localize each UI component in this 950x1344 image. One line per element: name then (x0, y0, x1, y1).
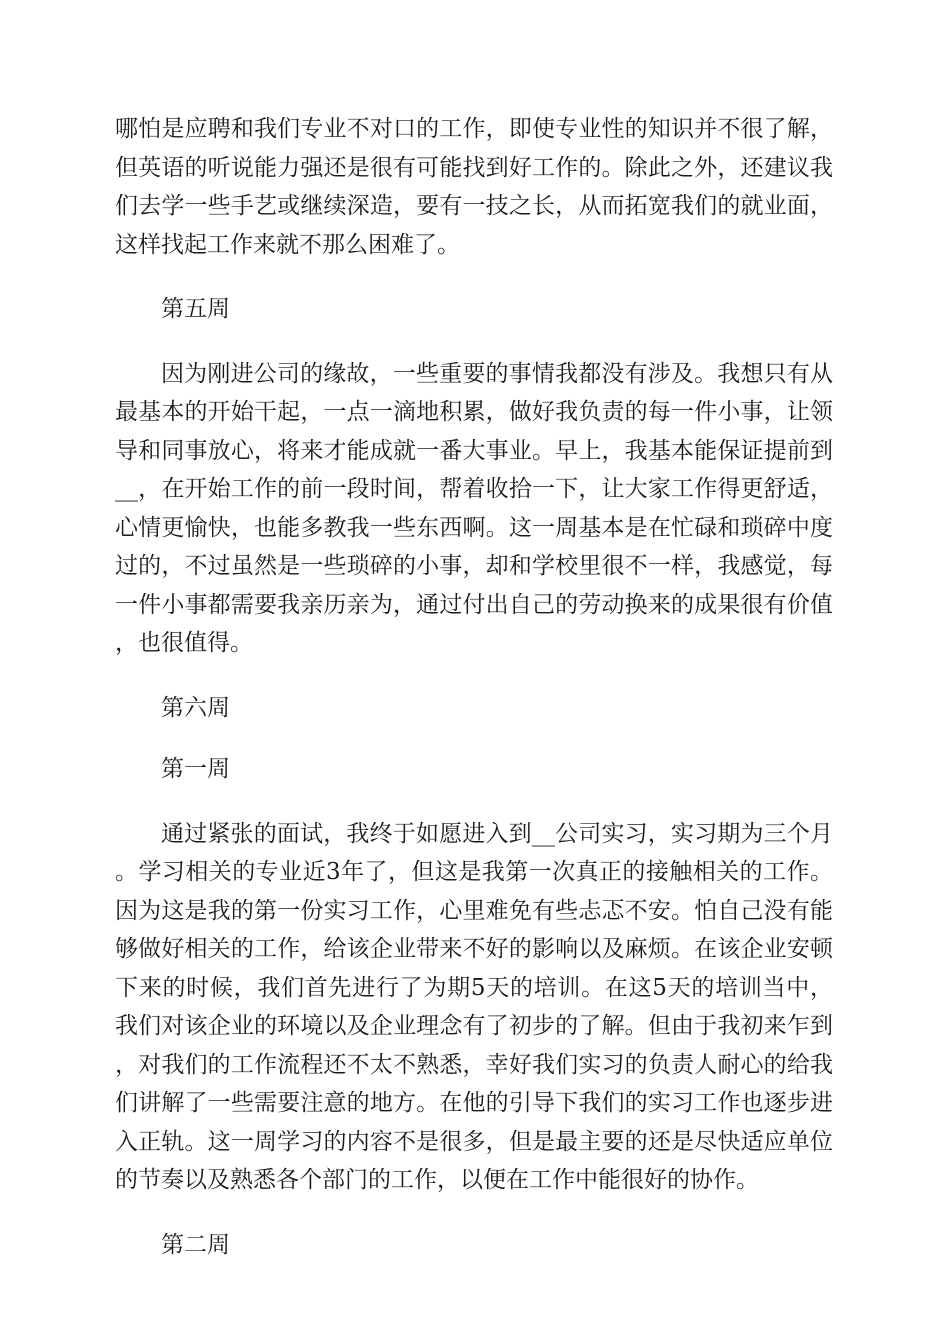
heading-week-six: 第六周 (161, 694, 230, 721)
paragraph-week-one: 通过紧张的面试，我终于如愿进入到__公司实习，实习期为三个月。学习相关的专业近3年了，但这是我第一次真正的接触相关的工作。因为这是我的第一份实习工作，心里难免有些忐忑不安。怕自己没有能够做好相关的工作，给该企业带来不好的影响以及麻烦。在该企业安顿下来的时候，我们首先进行了为期5天的培训。在这5天的培训当中，我们对该企业的环境以及企业理念有了初步的了解。但由于我初来乍到，对我们的工作流程还不太不熟悉，幸好我们实习的负责人耐心的给我们讲解了一些需要注意的地方。在他的引导下我们的实习工作也逐步进入正轨。这一周学习的内容不是很多，但是最主要的还是尽快适应单位的节奏以及熟悉各个部门的工作，以便在工作中能很好的协作。 (115, 820, 833, 1193)
document-page (115, 110, 833, 1290)
heading-week-one: 第一周 (161, 756, 230, 782)
heading-week-two: 第二周 (161, 1231, 230, 1258)
paragraph-continued: 哪怕是应聘和我们专业不对口的工作，即使专业性的知识并不很了解，但英语的听说能力强还是很有可能找到好工作的。除此之外，还建议我们去学一些手艺或继续深造，要有一技之长，从而拓宽我们的就业面，这样找起工作来就不那么困难了。 (115, 116, 833, 258)
heading-week-five: 第五周 (161, 296, 230, 322)
paragraph-week-five: 因为刚进公司的缘故，一些重要的事情我都没有涉及。我想只有从最基本的开始干起，一点一滴地积累，做好我负责的每一件小事，让领导和同事放心，将来才能成就一番大事业。早上，我基本能保证提前到__，在开始工作的前一段时间，帮着收拾一下，让大家工作得更舒适，心情更愉快，也能多教我一些东西啊。这一周基本是在忙碌和琐碎中度过的，不过虽然是一些琐碎的小事，却和学校里很不一样，我感觉，每一件小事都需要我亲历亲为，通过付出自己的劳动换来的成果很有价值，也很值得。 (115, 360, 833, 656)
